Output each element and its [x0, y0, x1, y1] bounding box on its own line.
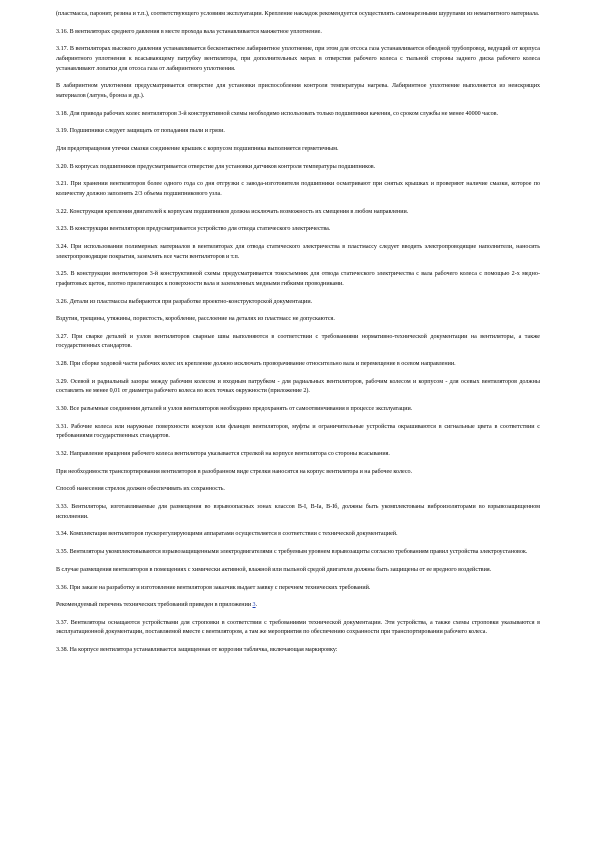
clause-3-35-note: В случае размещения вентиляторов в помещениях с химически активной, влажной или пыльной средой двигатели должны быть защищены от ее вредного воздействия. — [56, 566, 492, 573]
clause-3-38: 3.38. На корпусе вентилятора устанавливается защищенная от коррозии табличка, включающая маркировку: — [56, 647, 338, 654]
clause-3-20: 3.20. В корпусах подшипников предусматривается отверстие для установки датчиков контроля температуры подшипников. — [56, 163, 376, 170]
clause-3-16: 3.16. В вентиляторах среднего давления в месте прохода вала устанавливается манжетное уплотнение. — [56, 28, 322, 35]
clause-3-19-note: Для предотвращения утечки смазки соединение крышек с корпусом подшипника выполняется герметичным. — [56, 145, 339, 152]
clause-3-34: 3.34. Комплектация вентиляторов пускорегулирующими аппаратами осуществляется в соответствии с технической документацией. — [56, 531, 398, 538]
clause-3-24: 3.24. При использовании полимерных материалов в вентиляторах для отвода статического электричества в пластмассу следует вводить электропроводящие наполнители, наносить электропроводящие покрытия, заземлять все части вентиляторов и т.п. — [56, 243, 540, 260]
clause-3-22: 3.22. Конструкция крепления двигателей к корпусам подшипников должна исключать возможность их смещения в любом направлении. — [56, 208, 409, 215]
clause-3-32-method: Способ нанесения стрелок должен обеспечивать их сохранность. — [56, 486, 225, 493]
clause-3-29: 3.29. Осевой и радиальный зазоры между рабочим колесом и входным патрубком - для радиальных вентиляторов, рабочим колесом и корпусом - для осевых вентиляторов должны составлять не менее 0,01 от диаметра рабочего колеса во всех точках окружности (приложение 2). — [56, 378, 540, 395]
clause-3-30: 3.30. Все разъемные соединения деталей и узлов вентиляторов необходимо предохранять от самоотвинчивания в процессе эксплуатации. — [56, 406, 413, 413]
paragraph-continuation: (пластмасса, паронит, резина и т.п.), соответствующего условиям эксплуатации. Крепление накладок рекомендуется осуществлять самонарезными шурупами из немагнитного материала. — [56, 11, 540, 17]
document-page — [0, 10, 595, 664]
clause-3-31: 3.31. Рабочие колеса или наружные поверхности кожухов или фланцев вентиляторов, муфты и ограничительные устройства окрашиваются в сигнальные цвета в соответствии с требованиями государственных стандартов. — [56, 423, 540, 440]
clause-3-21: 3.21. При хранении вентиляторов более одного года со дня отгрузки с завода-изготовителя подшипники осматривают при снятых крышках и проверяют наличие смазки, которое по количеству должно заполнять 2/3 объема подшипникового узла. — [56, 181, 540, 197]
clause-3-17-note: В лабиринтном уплотнении предусматривается отверстие для установки приспособления контроля температуры нагрева. Лабиринтное уплотнение выполняется из неискрящих материалов (латунь, бронза и др.). — [56, 83, 540, 99]
clause-3-26-note: Вздутия, трещины, утяжины, пористость, коробление, расслоение на деталях из пластмасс не допускаются. — [56, 316, 335, 323]
clause-3-32-note: При необходимости транспортирования вентиляторов в разобранном виде стрелки наносятся на корпус вентилятора и на рабочее колесо. — [56, 468, 413, 475]
appendix-3-link[interactable]: 3 — [252, 602, 256, 609]
clause-3-27: 3.27. При сварке деталей и узлов вентиляторов сварные швы выполняются в соответствии с требованиями нормативно-технической документации на вентиляторы, а также государственных стандартов. — [56, 333, 540, 350]
clause-3-36-note — [56, 601, 540, 611]
clause-3-25: 3.25. В конструкции вентиляторов 3-й конструктивной схемы предусматривается токосъемник для отвода статического электричества с вала рабочего колеса с помощью 2-х медно-графитовых щеток, плотно прилегающих к поверхности вала и заземленных медными гибкими проводниками. — [56, 271, 540, 287]
clause-3-17: 3.17. В вентиляторах высокого давления устанавливается бесконтактное лабиринтное уплотнение, при этом для отсоса газа устанавливается обводной трубопровод, ведущий от корпуса лабиринтного уплотнения к всасывающему патрубку вентилятора, при дополнительных мерах в отверстия рабочего колеса с тыльной стороны заднего диска рабочего колеса устанавливают лопатки для отсоса газа от лабиринтного уплотнения. — [56, 46, 540, 72]
clause-3-37: 3.37. Вентиляторы оснащаются устройствами для строповки в соответствии с требованиями технической документации. Эти устройства, а также схемы строповки указываются в эксплуатационной документации, поставляемой вместе с вентилятором, а там же мероприятия по обеспечению сохранности при транспортировании рабочего колеса. — [56, 619, 540, 636]
clause-3-36-note-text: Рекомендуемый перечень технических требований приведен в приложении — [56, 602, 253, 609]
clause-3-36: 3.36. При заказе на разработку и изготовление вентиляторов заказчик выдает заявку с перечнем технических требований. — [56, 584, 371, 591]
clause-3-35: 3.35. Вентиляторы укомплектовываются взрывозащищенными электродвигателями с требуемым уровнем взрывозащиты согласно требованиям правил устройства электроустановок. — [56, 549, 528, 556]
clause-3-33: 3.33. Вентиляторы, изготавливаемые для размещения во взрывоопасных зонах классов В-I, В-Iа, В-Iб, должны быть укомплектованы виброизоляторами во взрывозащищенном исполнении. — [56, 504, 540, 520]
clause-3-26: 3.26. Детали из пластмассы выбираются при разработке проектно-конструкторской документации. — [56, 298, 313, 305]
clause-3-36-note-end: . — [255, 602, 258, 609]
clause-3-32: 3.32. Направление вращения рабочего колеса вентилятора указывается стрелкой на корпусе вентилятора со стороны всасывания. — [56, 451, 390, 458]
clause-3-23: 3.23. В конструкции вентиляторов предусматривается устройство для отвода статического электричества. — [56, 226, 331, 233]
clause-3-28: 3.28. При сборке ходовой части рабочих колес их крепление должно исключать проворачивание относительно вала и перемещение в осевом направлении. — [56, 361, 456, 368]
clause-3-19: 3.19. Подшипники следует защищать от попадания пыли и грязи. — [56, 128, 225, 135]
clause-3-18: 3.18. Для привода рабочих колес вентиляторов 3-й конструктивной схемы необходимо использовать только подшипники качения, со сроком службы не менее 40000 часов. — [56, 110, 499, 117]
